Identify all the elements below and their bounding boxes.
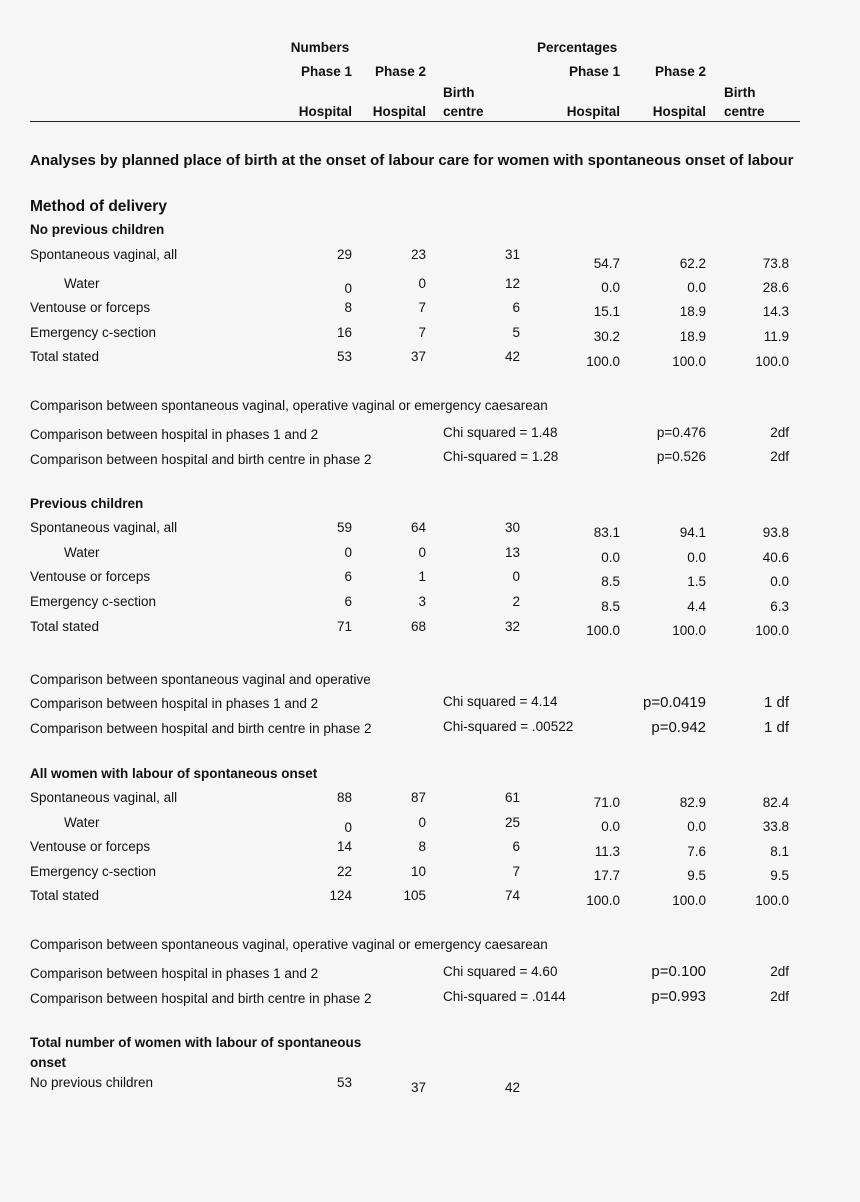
comparison-p: p=0.100 (651, 963, 706, 980)
cell-p1: 15.1 (593, 304, 620, 319)
cell-p3: 14.3 (762, 304, 789, 319)
comparison-p: p=0.942 (651, 719, 706, 736)
cell-p3: 93.8 (762, 525, 789, 540)
row-label: Water (64, 815, 100, 830)
row-label: Total stated (30, 888, 100, 903)
comparison-df: 1 df (763, 719, 789, 736)
cell-n2: 1 (418, 569, 426, 584)
cell-p2: 0.0 (687, 819, 706, 834)
cell-p1: 17.7 (593, 868, 620, 883)
comparison-intro: Comparison between spontaneous vaginal, operative vaginal or emergency caesarean (30, 937, 548, 952)
cell-p1: 83.1 (593, 525, 620, 540)
cell-p3: 40.6 (762, 550, 789, 565)
header-percentages: Percentages (537, 40, 618, 55)
cell-n1: 29 (336, 247, 352, 262)
row-label: Ventouse or forceps (30, 839, 151, 854)
cell-p2: 94.1 (679, 525, 706, 540)
cell-n3: 30 (504, 520, 520, 535)
comparison-df: 2df (770, 989, 789, 1004)
cell-n2: 10 (410, 864, 426, 879)
cell-n3: 31 (504, 247, 520, 262)
cell-n1: 0 (344, 545, 352, 560)
cell-n1: 53 (336, 1075, 352, 1090)
header-pct-hospital1: Hospital (566, 104, 620, 119)
comparison-df: 2df (770, 964, 789, 979)
row-label: Spontaneous vaginal, all (30, 790, 178, 805)
cell-p1: 0.0 (601, 819, 620, 834)
row-label: Total stated (30, 619, 100, 634)
comparison-label: Comparison between hospital and birth centre in phase 2 (30, 721, 372, 736)
cell-p1: 8.5 (601, 599, 620, 614)
cell-p1: 100.0 (586, 893, 620, 908)
comparison-chi: Chi-squared = .0144 (443, 989, 566, 1004)
cell-p3: 100.0 (755, 893, 789, 908)
header-pct-phase1: Phase 1 (568, 64, 620, 79)
comparison-intro: Comparison between spontaneous vaginal, operative vaginal or emergency caesarean (30, 398, 548, 413)
header-numbers: Numbers (290, 40, 350, 55)
cell-p2: 1.5 (687, 574, 706, 589)
comparison-chi: Chi squared = 1.48 (443, 425, 558, 440)
cell-n3: 7 (512, 864, 520, 879)
comparison-chi: Chi squared = 4.60 (443, 964, 558, 979)
row-label: Emergency c-section (30, 594, 157, 609)
cell-p2: 100.0 (672, 623, 706, 638)
cell-n3: 12 (504, 276, 520, 291)
cell-p3: 8.1 (770, 844, 789, 859)
comparison-p: p=0.0419 (643, 694, 706, 711)
cell-p2: 18.9 (679, 329, 706, 344)
cell-p2: 18.9 (679, 304, 706, 319)
cell-n3: 32 (504, 619, 520, 634)
cell-n3: 42 (504, 1080, 520, 1095)
header-rule (30, 121, 800, 122)
cell-n2: 7 (418, 325, 426, 340)
totals-heading-cont: onset (30, 1055, 67, 1070)
header-num-centre: centre (443, 104, 484, 119)
cell-n2: 0 (418, 815, 426, 830)
cell-p1: 0.0 (601, 550, 620, 565)
comparison-label: Comparison between hospital in phases 1 and 2 (30, 696, 319, 711)
cell-n2: 37 (410, 1080, 426, 1095)
cell-p3: 82.4 (762, 795, 789, 810)
header-num-birth: Birth (443, 85, 475, 100)
cell-n1: 6 (344, 569, 352, 584)
cell-n1: 16 (336, 325, 352, 340)
cell-n1: 88 (336, 790, 352, 805)
cell-n2: 64 (410, 520, 426, 535)
cell-p1: 100.0 (586, 354, 620, 369)
cell-p1: 11.3 (594, 844, 620, 859)
cell-p3: 11.9 (763, 329, 789, 344)
cell-p3: 33.8 (762, 819, 789, 834)
row-label: Emergency c-section (30, 325, 157, 340)
totals-heading: Total number of women with labour of spontaneous (30, 1035, 362, 1050)
cell-n1: 0 (344, 820, 352, 835)
comparison-p: p=0.476 (656, 425, 706, 440)
cell-n3: 74 (504, 888, 520, 903)
comparison-label: Comparison between hospital in phases 1 and 2 (30, 966, 319, 981)
cell-n1: 124 (329, 888, 352, 903)
comparison-df: 1 df (763, 694, 789, 711)
comparison-df: 2df (770, 449, 789, 464)
cell-n1: 8 (344, 300, 352, 315)
row-label: Spontaneous vaginal, all (30, 247, 178, 262)
cell-n3: 61 (504, 790, 520, 805)
cell-n1: 59 (336, 520, 352, 535)
group-heading: No previous children (30, 222, 165, 237)
group-heading: All women with labour of spontaneous onset (30, 766, 318, 781)
cell-p3: 9.5 (770, 868, 789, 883)
group-heading: Previous children (30, 496, 144, 511)
cell-n2: 37 (410, 349, 426, 364)
cell-n3: 42 (504, 349, 520, 364)
cell-n1: 0 (344, 281, 352, 296)
cell-p1: 71.0 (593, 795, 620, 810)
cell-p3: 0.0 (770, 574, 789, 589)
row-label: Ventouse or forceps (30, 300, 151, 315)
cell-p2: 7.6 (687, 844, 706, 859)
header-pct-phase2: Phase 2 (654, 64, 706, 79)
analysis-title: Analyses by planned place of birth at the onset of labour care for women with spontaneous onset of labour (30, 152, 794, 169)
cell-n2: 87 (410, 790, 426, 805)
header-num-hospital1: Hospital (298, 104, 352, 119)
cell-p2: 0.0 (687, 550, 706, 565)
cell-n1: 14 (336, 839, 352, 854)
cell-n2: 23 (410, 247, 426, 262)
cell-p2: 100.0 (672, 893, 706, 908)
comparison-p: p=0.993 (651, 988, 706, 1005)
cell-p1: 8.5 (601, 574, 620, 589)
cell-p2: 9.5 (687, 868, 706, 883)
header-num-phase2: Phase 2 (374, 64, 426, 79)
cell-p3: 6.3 (770, 599, 789, 614)
cell-n1: 6 (344, 594, 352, 609)
cell-p2: 0.0 (687, 280, 706, 295)
cell-n1: 22 (336, 864, 352, 879)
cell-p1: 0.0 (601, 280, 620, 295)
cell-n3: 2 (512, 594, 520, 609)
method-heading: Method of delivery (30, 198, 167, 215)
header-num-phase1: Phase 1 (300, 64, 352, 79)
cell-n3: 13 (504, 545, 520, 560)
cell-p3: 100.0 (755, 623, 789, 638)
cell-p1: 54.7 (593, 256, 620, 271)
row-label: Spontaneous vaginal, all (30, 520, 178, 535)
cell-n2: 3 (418, 594, 426, 609)
cell-n3: 6 (512, 300, 520, 315)
cell-n2: 7 (418, 300, 426, 315)
header-num-hospital2: Hospital (372, 104, 426, 119)
cell-n3: 6 (512, 839, 520, 854)
comparison-chi: Chi-squared = .00522 (443, 719, 574, 734)
cell-n2: 68 (410, 619, 426, 634)
comparison-intro: Comparison between spontaneous vaginal and operative (30, 672, 371, 687)
comparison-label: Comparison between hospital in phases 1 and 2 (30, 427, 319, 442)
cell-p2: 4.4 (687, 599, 706, 614)
comparison-chi: Chi-squared = 1.28 (443, 449, 559, 464)
cell-p2: 100.0 (672, 354, 706, 369)
cell-p3: 100.0 (755, 354, 789, 369)
row-label: Total stated (30, 349, 100, 364)
cell-n3: 25 (504, 815, 520, 830)
cell-n3: 0 (512, 569, 520, 584)
header-pct-centre: centre (724, 104, 765, 119)
comparison-p: p=0.526 (656, 449, 706, 464)
cell-n2: 105 (403, 888, 426, 903)
row-label: No previous children (30, 1075, 154, 1090)
cell-n3: 5 (512, 325, 520, 340)
cell-p1: 30.2 (593, 329, 620, 344)
cell-n1: 71 (336, 619, 352, 634)
cell-p3: 73.8 (762, 256, 789, 271)
cell-n1: 53 (336, 349, 352, 364)
cell-p1: 100.0 (586, 623, 620, 638)
row-label: Ventouse or forceps (30, 569, 151, 584)
cell-p2: 82.9 (679, 795, 706, 810)
cell-n2: 8 (418, 839, 426, 854)
header-pct-birth: Birth (724, 85, 756, 100)
comparison-chi: Chi squared = 4.14 (443, 694, 558, 709)
cell-p3: 28.6 (762, 280, 789, 295)
row-label: Water (64, 276, 100, 291)
comparison-label: Comparison between hospital and birth centre in phase 2 (30, 991, 372, 1006)
cell-n2: 0 (418, 276, 426, 291)
cell-p2: 62.2 (679, 256, 706, 271)
cell-n2: 0 (418, 545, 426, 560)
comparison-df: 2df (770, 425, 789, 440)
header-pct-hospital2: Hospital (652, 104, 706, 119)
row-label: Water (64, 545, 100, 560)
row-label: Emergency c-section (30, 864, 157, 879)
comparison-label: Comparison between hospital and birth centre in phase 2 (30, 452, 372, 467)
